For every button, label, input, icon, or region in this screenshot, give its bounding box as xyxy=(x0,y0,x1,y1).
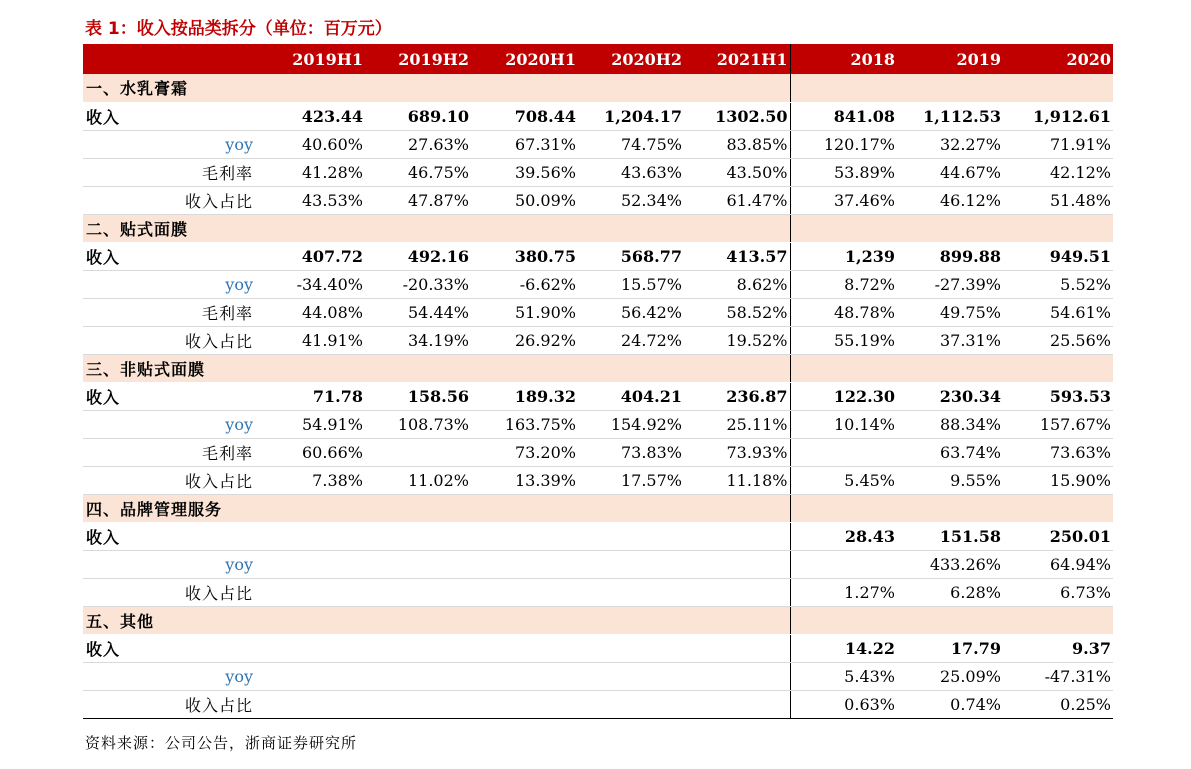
table-cell xyxy=(684,522,790,550)
table-cell: 15.57% xyxy=(578,270,684,298)
table-cell: 50.09% xyxy=(471,186,578,214)
row-label: yoy xyxy=(83,550,259,578)
table-cell: -6.62% xyxy=(471,270,578,298)
table-cell: 25.56% xyxy=(1003,326,1113,354)
table-row xyxy=(83,130,1113,158)
column-header: 2021H1 xyxy=(684,44,790,74)
table-cell: 34.19% xyxy=(365,326,471,354)
table-cell xyxy=(365,634,471,662)
table-cell xyxy=(365,690,471,718)
table-cell: 708.44 xyxy=(471,102,578,130)
table-cell: -27.39% xyxy=(897,270,1003,298)
table-cell: 41.91% xyxy=(259,326,365,354)
table-cell: 64.94% xyxy=(1003,550,1113,578)
section-title: 四、品牌管理服务 xyxy=(83,494,790,522)
table-cell: 1,912.61 xyxy=(1003,102,1113,130)
table-cell: 54.91% xyxy=(259,410,365,438)
table-row xyxy=(83,242,1113,270)
section-title: 一、水乳膏霜 xyxy=(83,74,790,102)
table-cell: -34.40% xyxy=(259,270,365,298)
table-row xyxy=(83,298,1113,326)
table-cell: 73.63% xyxy=(1003,438,1113,466)
section-title: 五、其他 xyxy=(83,606,790,634)
table-cell: 11.02% xyxy=(365,466,471,494)
table-cell xyxy=(365,522,471,550)
table-cell: 0.63% xyxy=(790,690,897,718)
table-cell xyxy=(365,662,471,690)
table-cell: 52.34% xyxy=(578,186,684,214)
table-cell xyxy=(684,634,790,662)
table-cell xyxy=(259,662,365,690)
table-cell: 250.01 xyxy=(1003,522,1113,550)
table-cell: 60.66% xyxy=(259,438,365,466)
table-cell: 6.28% xyxy=(897,578,1003,606)
table-cell: 10.14% xyxy=(790,410,897,438)
table-cell xyxy=(578,550,684,578)
table-cell: 39.56% xyxy=(471,158,578,186)
row-label: 收入占比 xyxy=(83,466,259,494)
row-label: 收入 xyxy=(83,634,259,662)
table-cell: 46.75% xyxy=(365,158,471,186)
table-row xyxy=(83,270,1113,298)
table-cell: 9.37 xyxy=(1003,634,1113,662)
table-cell: 27.63% xyxy=(365,130,471,158)
table-cell xyxy=(471,522,578,550)
table-cell: 841.08 xyxy=(790,102,897,130)
column-header: 2020H2 xyxy=(578,44,684,74)
row-label: yoy xyxy=(83,410,259,438)
table-cell xyxy=(259,634,365,662)
table-row xyxy=(83,326,1113,354)
table-cell xyxy=(684,550,790,578)
table-cell: 236.87 xyxy=(684,382,790,410)
table-cell: -47.31% xyxy=(1003,662,1113,690)
table-row xyxy=(83,186,1113,214)
table-cell xyxy=(578,662,684,690)
section-fill xyxy=(790,214,1113,242)
row-label: 收入占比 xyxy=(83,690,259,718)
row-label: 毛利率 xyxy=(83,158,259,186)
table-cell: 47.87% xyxy=(365,186,471,214)
table-cell: 380.75 xyxy=(471,242,578,270)
table-cell: 5.45% xyxy=(790,466,897,494)
row-label: 收入 xyxy=(83,522,259,550)
table-cell: 14.22 xyxy=(790,634,897,662)
table-cell xyxy=(790,438,897,466)
table-cell: 413.57 xyxy=(684,242,790,270)
table-cell xyxy=(365,438,471,466)
row-label: 毛利率 xyxy=(83,438,259,466)
table-cell: 122.30 xyxy=(790,382,897,410)
table-cell: 189.32 xyxy=(471,382,578,410)
table-row xyxy=(83,102,1113,130)
table-cell xyxy=(684,662,790,690)
table-cell: 0.74% xyxy=(897,690,1003,718)
table-cell: 43.63% xyxy=(578,158,684,186)
table-cell: 51.90% xyxy=(471,298,578,326)
row-label: 收入占比 xyxy=(83,326,259,354)
table-cell: 1,239 xyxy=(790,242,897,270)
table-cell: 9.55% xyxy=(897,466,1003,494)
column-header: 2018 xyxy=(790,44,897,74)
table-cell: 32.27% xyxy=(897,130,1003,158)
section-header-row xyxy=(83,214,1113,242)
row-label: 收入占比 xyxy=(83,186,259,214)
row-label: 收入占比 xyxy=(83,578,259,606)
section-fill xyxy=(790,74,1113,102)
table-cell: 43.50% xyxy=(684,158,790,186)
table-cell: 108.73% xyxy=(365,410,471,438)
revenue-breakdown-table xyxy=(83,44,1113,719)
table-cell: 151.58 xyxy=(897,522,1003,550)
table-title: 表 1：收入按品类拆分（单位：百万元） xyxy=(85,19,392,39)
column-header: 2020H1 xyxy=(471,44,578,74)
table-cell: 407.72 xyxy=(259,242,365,270)
section-header-row xyxy=(83,354,1113,382)
section-header-row xyxy=(83,606,1113,634)
table-cell xyxy=(684,578,790,606)
table-cell: 593.53 xyxy=(1003,382,1113,410)
table-cell xyxy=(578,578,684,606)
table-cell xyxy=(259,578,365,606)
column-header: 2019 xyxy=(897,44,1003,74)
table-cell: 58.52% xyxy=(684,298,790,326)
table-cell: 158.56 xyxy=(365,382,471,410)
table-cell xyxy=(259,550,365,578)
row-label: yoy xyxy=(83,662,259,690)
table-cell: 51.48% xyxy=(1003,186,1113,214)
table-cell: 71.91% xyxy=(1003,130,1113,158)
row-label: 收入 xyxy=(83,102,259,130)
table-cell xyxy=(259,690,365,718)
table-cell: 88.34% xyxy=(897,410,1003,438)
table-cell: 54.44% xyxy=(365,298,471,326)
table-cell xyxy=(578,690,684,718)
table-row xyxy=(83,662,1113,690)
section-header-row xyxy=(83,494,1113,522)
table-cell: 37.31% xyxy=(897,326,1003,354)
table-cell: 40.60% xyxy=(259,130,365,158)
table-cell: 404.21 xyxy=(578,382,684,410)
table-row xyxy=(83,634,1113,662)
table-cell: 5.43% xyxy=(790,662,897,690)
table-cell: 13.39% xyxy=(471,466,578,494)
header-row xyxy=(83,44,1113,74)
section-fill xyxy=(790,354,1113,382)
table-cell: 11.18% xyxy=(684,466,790,494)
table-row xyxy=(83,158,1113,186)
table-cell: 15.90% xyxy=(1003,466,1113,494)
table-row xyxy=(83,522,1113,550)
table-cell: 5.52% xyxy=(1003,270,1113,298)
table-row xyxy=(83,382,1113,410)
table-cell: 53.89% xyxy=(790,158,897,186)
section-title: 三、非贴式面膜 xyxy=(83,354,790,382)
section-fill xyxy=(790,606,1113,634)
table-cell: 25.11% xyxy=(684,410,790,438)
table-cell: 120.17% xyxy=(790,130,897,158)
table-cell xyxy=(790,550,897,578)
table-cell xyxy=(471,662,578,690)
table-cell: 54.61% xyxy=(1003,298,1113,326)
table-cell: 49.75% xyxy=(897,298,1003,326)
table-cell: 949.51 xyxy=(1003,242,1113,270)
table-cell: 44.67% xyxy=(897,158,1003,186)
table-cell: 73.83% xyxy=(578,438,684,466)
table-cell: 8.72% xyxy=(790,270,897,298)
column-header: 2019H1 xyxy=(259,44,365,74)
source-note: 资料来源：公司公告，浙商证券研究所 xyxy=(85,734,358,752)
table-row xyxy=(83,466,1113,494)
table-cell: 492.16 xyxy=(365,242,471,270)
header-corner xyxy=(83,44,259,74)
table-cell: 1,112.53 xyxy=(897,102,1003,130)
section-fill xyxy=(790,494,1113,522)
table-cell xyxy=(471,634,578,662)
table-cell: 433.26% xyxy=(897,550,1003,578)
table-row xyxy=(83,690,1113,718)
table-cell: 1.27% xyxy=(790,578,897,606)
table-cell: 423.44 xyxy=(259,102,365,130)
table-row xyxy=(83,438,1113,466)
table-cell: 73.20% xyxy=(471,438,578,466)
table-cell: 28.43 xyxy=(790,522,897,550)
table-cell: 71.78 xyxy=(259,382,365,410)
table-cell: 73.93% xyxy=(684,438,790,466)
section-title: 二、贴式面膜 xyxy=(83,214,790,242)
table-cell xyxy=(578,634,684,662)
table-cell: 42.12% xyxy=(1003,158,1113,186)
table-cell: 7.38% xyxy=(259,466,365,494)
table-cell: 67.31% xyxy=(471,130,578,158)
table-cell: 41.28% xyxy=(259,158,365,186)
table-row xyxy=(83,578,1113,606)
table-cell xyxy=(578,522,684,550)
table-row xyxy=(83,410,1113,438)
table-cell: -20.33% xyxy=(365,270,471,298)
table-cell: 48.78% xyxy=(790,298,897,326)
table-cell: 55.19% xyxy=(790,326,897,354)
row-label: 收入 xyxy=(83,382,259,410)
table-cell: 24.72% xyxy=(578,326,684,354)
table-cell: 568.77 xyxy=(578,242,684,270)
table-cell: 154.92% xyxy=(578,410,684,438)
table-cell: 17.79 xyxy=(897,634,1003,662)
table-cell xyxy=(365,550,471,578)
table-cell: 8.62% xyxy=(684,270,790,298)
table-cell: 6.73% xyxy=(1003,578,1113,606)
table-cell xyxy=(471,578,578,606)
table-cell: 689.10 xyxy=(365,102,471,130)
table-cell: 1302.50 xyxy=(684,102,790,130)
table-cell: 37.46% xyxy=(790,186,897,214)
section-header-row xyxy=(83,74,1113,102)
table-cell: 1,204.17 xyxy=(578,102,684,130)
table-cell: 899.88 xyxy=(897,242,1003,270)
table-cell xyxy=(471,550,578,578)
table-row xyxy=(83,550,1113,578)
table-cell: 230.34 xyxy=(897,382,1003,410)
table-cell: 163.75% xyxy=(471,410,578,438)
table-cell: 0.25% xyxy=(1003,690,1113,718)
column-header: 2019H2 xyxy=(365,44,471,74)
row-label: yoy xyxy=(83,270,259,298)
table-cell xyxy=(471,690,578,718)
table-cell: 43.53% xyxy=(259,186,365,214)
column-header: 2020 xyxy=(1003,44,1113,74)
table-cell: 56.42% xyxy=(578,298,684,326)
row-label: 收入 xyxy=(83,242,259,270)
table-cell: 17.57% xyxy=(578,466,684,494)
row-label: yoy xyxy=(83,130,259,158)
table-cell xyxy=(684,690,790,718)
table-cell: 26.92% xyxy=(471,326,578,354)
table-cell: 83.85% xyxy=(684,130,790,158)
table-cell xyxy=(259,522,365,550)
table-cell: 157.67% xyxy=(1003,410,1113,438)
table-cell: 61.47% xyxy=(684,186,790,214)
table-cell: 74.75% xyxy=(578,130,684,158)
table-cell: 46.12% xyxy=(897,186,1003,214)
row-label: 毛利率 xyxy=(83,298,259,326)
table-cell xyxy=(365,578,471,606)
table-cell: 63.74% xyxy=(897,438,1003,466)
table-cell: 19.52% xyxy=(684,326,790,354)
table-cell: 25.09% xyxy=(897,662,1003,690)
table-cell: 44.08% xyxy=(259,298,365,326)
